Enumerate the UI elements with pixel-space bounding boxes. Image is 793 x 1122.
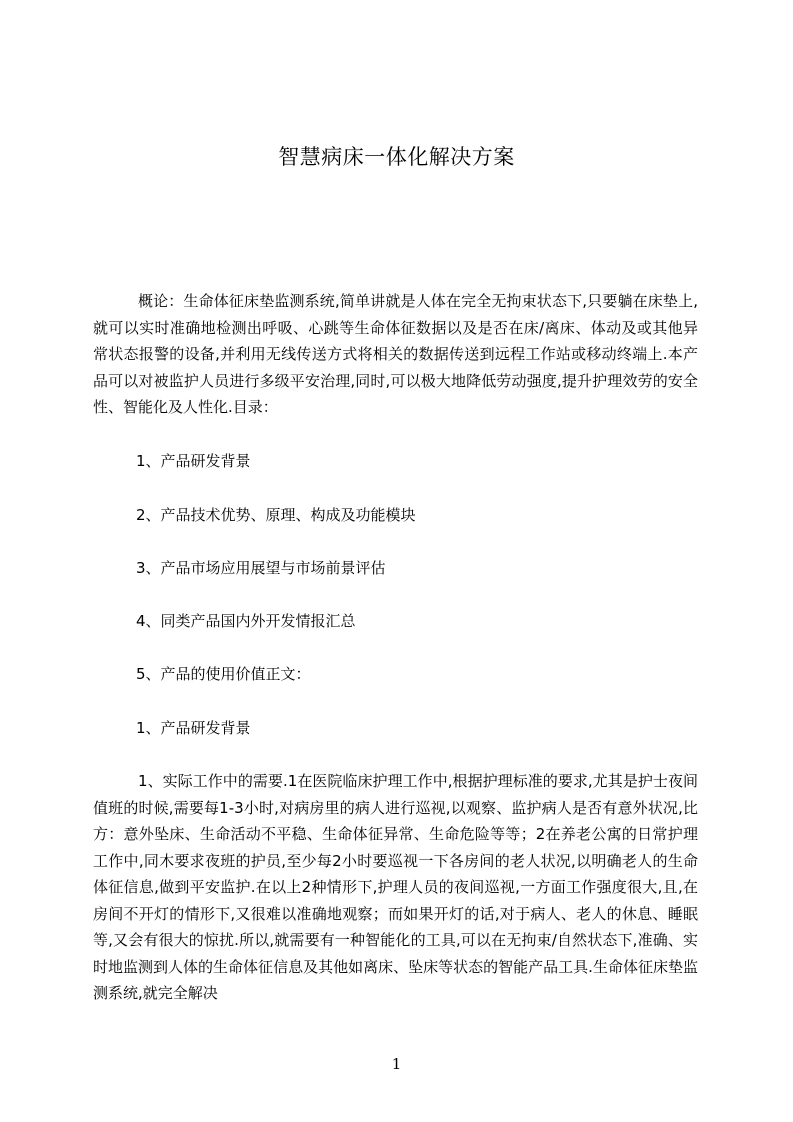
page-number: 1	[391, 1055, 402, 1073]
toc-item-2: 2、产品技术优势、原理、构成及功能模块	[136, 506, 416, 524]
document-title: 智慧病床一体化解决方案	[278, 145, 515, 169]
body-paragraph: 1、实际工作中的需要.1在医院临床护理工作中,根据护理标准的要求,尤其是护士夜间值班的时候,需要每1-3小时,对病房里的病人进行巡视,以观察、监护病人是否有意外状况,比方：意外坠床、生命活动不平稳、生命体征异常、生命危险等等；2在养老公寓的日常护理工作中,同木要求夜班的护员,至少每2小时要巡视一下各房间的老人状况,以明确老人的生命体征信息,做到平安监护.在以上2种情形下,护理人员的夜间巡视,一方面工作强度很大,且,在房间不开灯的情形下,又很难以准确地观察；而如果开灯的话,对于病人、老人的休息、睡眠等,又会有很大的惊扰.所以,就需要有一种智能化的工具,可以在无拘束/自然状态下,准确、实时地监测到人体的生命体征信息及其他如离床、坠床等状态的智能产品工具.生命体征床垫监测系统,就完全解决	[93, 772, 698, 1002]
toc-item-5: 5、产品的使用价值正文：	[136, 665, 311, 683]
toc-item-4: 4、同类产品国内外开发情报汇总	[136, 612, 356, 630]
intro-paragraph: 概论：生命体征床垫监测系统,简单讲就是人体在完全无拘束状态下,只要躺在床垫上,就可以实时准确地检测出呼吸、心跳等生命体征数据以及是否在床/离床、体动及或其他异常状态报警的设备,并利用无线传送方式将相关的数据传送到远程工作站或移动终端上.本产品可以对被监护人员进行多级平安治理,同时,可以极大地降低劳动强度,提升护理效劳的安全性、智能化及人性化.目录：	[93, 292, 698, 416]
toc-item-1: 1、产品研发背景	[136, 452, 251, 470]
section-heading: 1、产品研发背景	[136, 719, 251, 737]
toc-item-3: 3、产品市场应用展望与市场前景评估	[136, 559, 386, 577]
